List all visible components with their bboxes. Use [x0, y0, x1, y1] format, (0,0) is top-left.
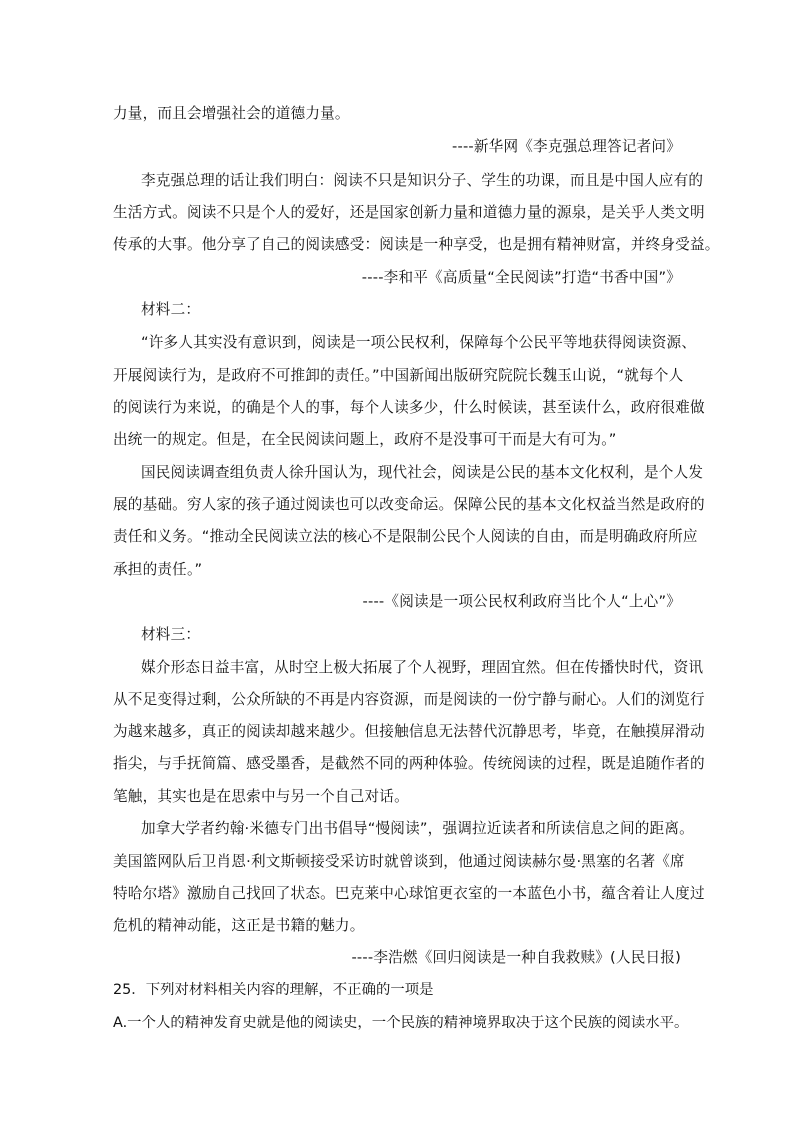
source-citation: ----《阅读是一项公民权利政府当比个人“上心”》	[362, 593, 681, 610]
paragraph-line: 美国篮网队后卫肖恩·利文斯顿接受采访时就曾谈到，他通过阅读赫尔曼·黑塞的名著《席	[113, 853, 685, 870]
paragraph-line: 危机的精神动能，这正是书籍的魅力。	[113, 917, 365, 934]
paragraph-line: 指尖，与手抚简篇、感受墨香，是截然不同的两种体验。传统阅读的过程，既是追随作者的	[113, 755, 705, 772]
question-stem: 25．下列对材料相关内容的理解，不正确的一项是	[113, 982, 434, 998]
paragraph-line: “许多人其实没有意识到，阅读是一项公民权利，保障每个公民平等地获得阅读资源、	[141, 334, 697, 351]
paragraph-line: 力量，而且会增强社会的道德力量。	[113, 105, 350, 122]
paragraph-line: 国民阅读调查组负责人徐升国认为，现代社会，阅读是公民的基本文化权利，是个人发	[141, 464, 704, 481]
source-citation: ----新华网《李克强总理答记者问》	[452, 138, 681, 155]
source-citation: ----李浩燃《回归阅读是一种自我救赎》(人民日报)	[351, 949, 681, 966]
section-heading: 材料二：	[141, 301, 201, 318]
source-citation: ----李和平《高质量“全民阅读”打造“书香中国”》	[361, 269, 681, 286]
paragraph-line: 笔触，其实也是在思索中与另一个自己对话。	[113, 788, 409, 805]
paragraph-line: 媒介形态日益丰富，从时空上极大拓展了个人视野，理固宜然。但在传播快时代，资讯	[141, 659, 704, 676]
paragraph-line: 生活方式。阅读不只是个人的爱好，还是国家创新力量和道德力量的源泉，是关乎人类文明	[113, 204, 705, 221]
paragraph-line: 展的基础。穷人家的孩子通过阅读也可以改变命运。保障公民的基本文化权益当然是政府的	[113, 496, 705, 513]
paragraph-line: 加拿大学者约翰·米德专门出书倡导“慢阅读”，强调拉近读者和所读信息之间的距离。	[141, 820, 694, 837]
section-heading: 材料三：	[141, 626, 201, 643]
paragraph-line: 特哈尔塔》激励自己找回了状态。巴克莱中心球馆更衣室的一本蓝色小书，蕴含着让人度过	[113, 885, 705, 902]
paragraph-line: 为越来越多，真正的阅读却越来越少。但接触信息无法替代沉静思考，毕竟，在触摸屏滑动	[113, 723, 705, 740]
paragraph-line: 出统一的规定。但是，在全民阅读问题上，政府不是没事可干而是大有可为。”	[113, 431, 617, 448]
paragraph-line: 的阅读行为来说，的确是个人的事，每个人读多少，什么时候读，甚至读什么，政府很难做	[113, 399, 705, 416]
answer-option-a: A.一个人的精神发育史就是他的阅读史，一个民族的精神境界取决于这个民族的阅读水平。	[113, 1015, 689, 1031]
paragraph-line: 传承的大事。他分享了自己的阅读感受：阅读是一种享受，也是拥有精神财富，并终身受益。	[113, 236, 720, 253]
paragraph-line: 从不足变得过剩，公众所缺的不再是内容资源，而是阅读的一份宁静与耐心。人们的浏览行	[113, 691, 705, 708]
paragraph-line: 责任和义务。“推动全民阅读立法的核心不是限制公民个人阅读的自由，而是明确政府所应	[113, 528, 698, 545]
paragraph-line: 承担的责任。”	[113, 561, 203, 578]
paragraph-line: 开展阅读行为，是政府不可推卸的责任。”中国新闻出版研究院院长魏玉山说，“就每个人	[113, 367, 684, 384]
paragraph-line: 李克强总理的话让我们明白：阅读不只是知识分子、学生的功课，而且是中国人应有的	[141, 172, 704, 189]
